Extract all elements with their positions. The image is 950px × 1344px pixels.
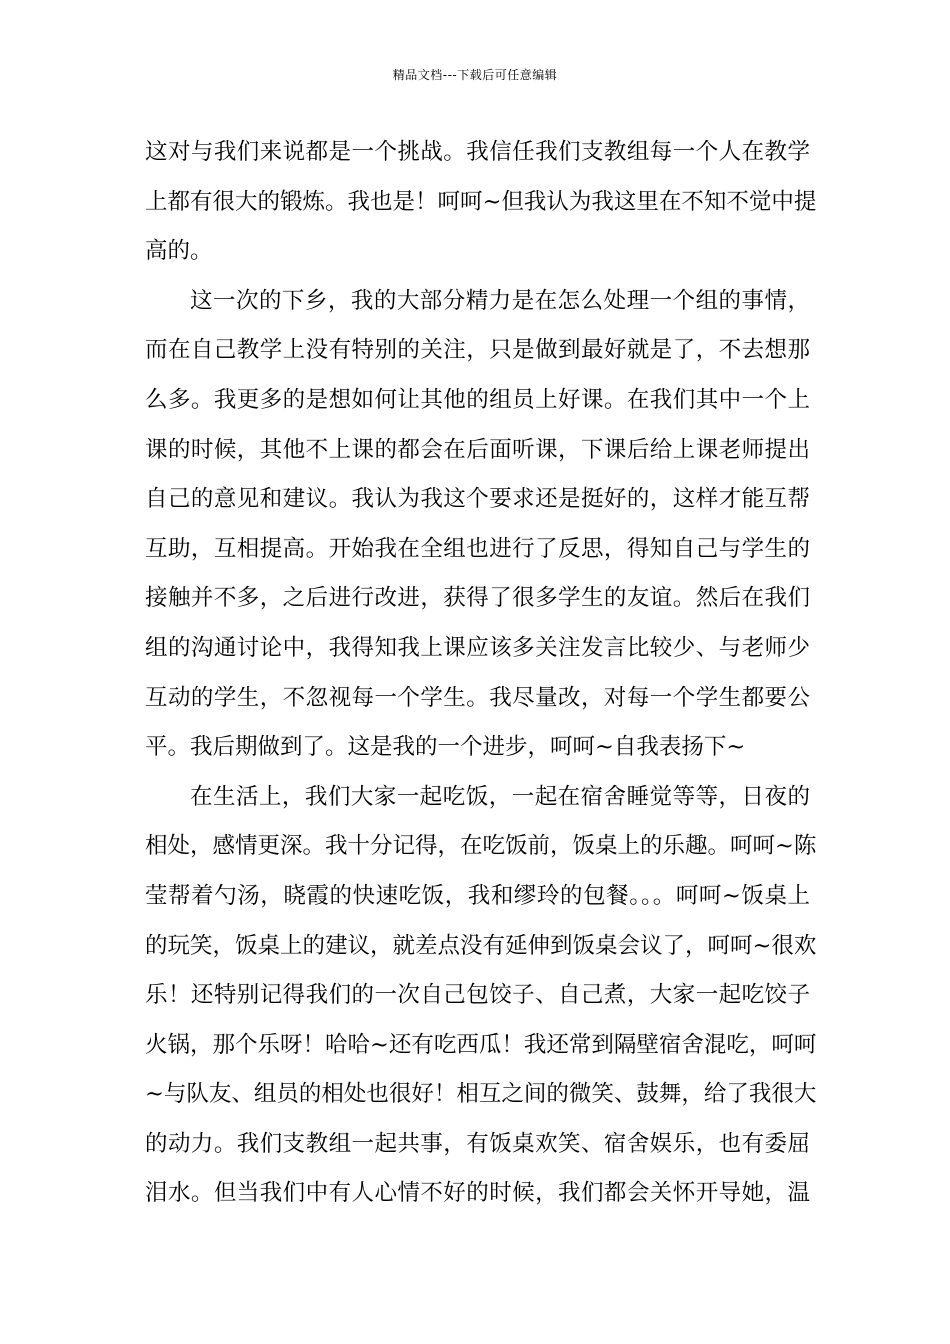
paragraph-first-line: 在生活上，我们大家一起吃饭，一起在宿舍睡觉等等，日夜的 <box>190 783 810 810</box>
text-line: 接触并不多，之后进行改进，获得了很多学生的友谊。然后在我们 <box>145 585 810 612</box>
text-line: 的玩笑，饭桌上的建议，就差点没有延伸到饭桌会议了，呵呵~很欢 <box>145 932 817 959</box>
text-line: 高的。 <box>145 238 213 265</box>
text-line: 这对与我们来说都是一个挑战。我信任我们支教组每一个人在教学 <box>145 139 810 165</box>
text-line: 互助，互相提高。开始我在全组也进行了反思，得知自己与学生的 <box>145 535 810 562</box>
body-text <box>145 128 817 1219</box>
paragraph-first-line: 这一次的下乡，我的大部分精力是在怎么处理一个组的事情， <box>190 287 810 314</box>
text-line: 互动的学生，不忽视每一个学生。我尽量改，对每一个学生都要公 <box>145 684 810 711</box>
text-line: 火锅，那个乐呀！哈哈~还有吃西瓜！我还常到隔壁宿舍混吃，呵呵 <box>145 1031 817 1058</box>
page-header: 精品文档---下载后可任意编辑 <box>392 68 558 82</box>
text-line: 乐！还特别记得我们的一次自己包饺子、自己煮，大家一起吃饺子 <box>145 982 810 1009</box>
text-line: 课的时候，其他不上课的都会在后面听课，下课后给上课老师提出 <box>145 436 810 463</box>
text-line: 泪水。但当我们中有人心情不好的时候，我们都会关怀开导她，温 <box>145 1180 810 1207</box>
text-line: 的动力。我们支教组一起共事，有饭桌欢笑、宿舍娱乐，也有委屈 <box>145 1130 810 1157</box>
text-line: 莹帮着勺汤，晓霞的快速吃饭，我和缪玲的包餐。。。呵呵~饭桌上 <box>145 882 810 909</box>
text-line: 自己的意见和建议。我认为我这个要求还是挺好的，这样才能互帮 <box>145 486 810 513</box>
text-line: ~与队友、组员的相处也很好！相互之间的微笑、鼓舞，给了我很大 <box>145 1081 817 1108</box>
text-line: 么多。我更多的是想如何让其他的组员上好课。在我们其中一个上 <box>145 386 810 413</box>
text-line: 相处，感情更深。我十分记得，在吃饭前，饭桌上的乐趣。呵呵~陈 <box>145 833 817 860</box>
text-line: 平。我后期做到了。这是我的一个进步，呵呵~自我表扬下~ <box>145 734 746 761</box>
text-line: 组的沟通讨论中，我得知我上课应该多关注发言比较少、与老师少 <box>145 634 810 661</box>
text-line: 上都有很大的锻炼。我也是！呵呵~但我认为我这里在不知不觉中提 <box>145 188 817 215</box>
text-line: 而在自己教学上没有特别的关注，只是做到最好就是了，不去想那 <box>145 337 810 364</box>
